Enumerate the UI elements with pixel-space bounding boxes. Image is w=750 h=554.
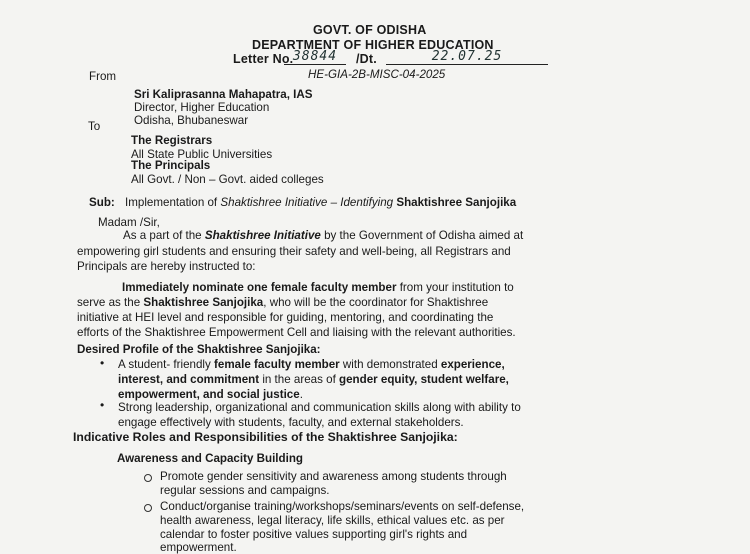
para1-line1-pre: As a part of the — [123, 229, 205, 242]
bullet-icon: • — [100, 356, 105, 370]
subject-text-bold: Shaktishree Sanjojika — [396, 196, 517, 209]
b1-l2-bold1: interest, and commitment — [118, 373, 260, 386]
para2-line3: initiative at HEI level and responsible for guiding, mentoring, and coordinating the — [77, 311, 494, 324]
to-label: To — [88, 120, 101, 133]
para2-line2-bold: Shaktishree Sanjojika — [143, 296, 264, 309]
subject-label: Sub: — [89, 196, 115, 209]
b1-l1-pre: A student- friendly — [118, 358, 215, 371]
govt-heading: GOVT. OF ODISHA — [313, 23, 427, 37]
b1-l2-mid: in the areas of — [259, 373, 340, 386]
b1-l3-post: . — [299, 388, 303, 401]
para2-line1-bold: Immediately nominate one female faculty member — [122, 281, 397, 294]
recipient-registrars: The Registrars — [131, 134, 213, 147]
file-reference: HE-GIA-2B-MISC-04-2025 — [308, 68, 446, 81]
role-item2-line2: health awareness, legal literacy, life skills, ethical values etc. as per — [160, 514, 505, 527]
salutation: Madam /Sir, — [98, 216, 160, 229]
roles-subheading: Awareness and Capacity Building — [117, 452, 303, 465]
b1-l3-bold: empowerment, and social justice — [118, 388, 300, 401]
recipient-principals: The Principals — [131, 159, 211, 172]
profile-bullet1-line3 — [118, 388, 303, 401]
b1-l1-bold2: experience, — [440, 358, 505, 371]
role-item1-line1: Promote gender sensitivity and awareness among students through — [160, 470, 507, 483]
b1-l1-bold1: female faculty member — [214, 358, 340, 371]
role-item2-line4: empowerment. — [160, 541, 237, 554]
role-item2-line1: Conduct/organise training/workshops/seminars/events on self-defense, — [160, 500, 525, 513]
b1-l1-mid: with demonstrated — [339, 358, 441, 371]
recipient-principals-desc: All Govt. / Non – Govt. aided colleges — [131, 173, 324, 186]
profile-bullet2-line2: engage effectively with students, faculty, and external stakeholders. — [118, 416, 464, 429]
letter-number-value: 38844 — [284, 49, 346, 65]
para2-line2 — [77, 296, 488, 309]
profile-bullet1-line2 — [118, 373, 509, 386]
subject-text-pre: Implementation of — [125, 196, 221, 209]
para1-line3: Principals are hereby instructed to: — [77, 260, 256, 273]
para2-line2-pre: serve as the — [77, 296, 144, 309]
sender-name: Sri Kaliprasanna Mahapatra, IAS — [134, 88, 313, 101]
role-item1-line2: regular sessions and campaigns. — [160, 484, 330, 497]
sender-designation: Director, Higher Education — [134, 101, 270, 114]
profile-bullet2-line1: Strong leadership, organizational and communication skills along with ability to — [118, 401, 521, 414]
para2-line1 — [122, 281, 514, 294]
para2-line2-post: , who will be the coordinator for Shaktishree — [263, 296, 489, 309]
profile-bullet1-line1 — [118, 358, 505, 371]
para1-line1-post: by the Government of Odisha aimed at — [320, 229, 524, 242]
subject-text-italic: Shaktishree Initiative – Identifying — [220, 196, 397, 209]
date-label: /Dt. — [356, 52, 377, 66]
para1-line1-bold: Shaktishree Initiative — [204, 229, 321, 242]
sender-place: Odisha, Bhubaneswar — [134, 114, 249, 127]
bullet-icon: • — [100, 398, 105, 412]
recipient-registrars-desc: All State Public Universities — [131, 148, 273, 161]
circle-bullet-icon — [144, 504, 152, 512]
from-label: From — [89, 70, 117, 83]
para2-line1-post: from your institution to — [396, 281, 514, 294]
para2-line4: efforts of the Shaktishree Empowerment Cell and liaising with the relevant authorities. — [77, 326, 516, 339]
subject-line — [125, 196, 516, 209]
department-heading: DEPARTMENT OF HIGHER EDUCATION — [252, 38, 494, 52]
para1-line2: empowering girl students and ensuring their safety and well-being, all Registrars and — [77, 245, 511, 258]
role-item2-line3: calendar to foster positive values supporting girl's rights and — [160, 528, 468, 541]
date-value: 22.07.25 — [386, 49, 548, 65]
letter-number-label: Letter No. — [233, 52, 294, 66]
profile-heading: Desired Profile of the Shaktishree Sanjojika: — [77, 343, 321, 356]
b1-l2-bold2: gender equity, student welfare, — [339, 373, 509, 386]
para1-line1 — [123, 229, 523, 242]
circle-bullet-icon — [144, 474, 152, 482]
roles-heading: Indicative Roles and Responsibilities of the Shaktishree Sanjojika: — [73, 430, 458, 444]
